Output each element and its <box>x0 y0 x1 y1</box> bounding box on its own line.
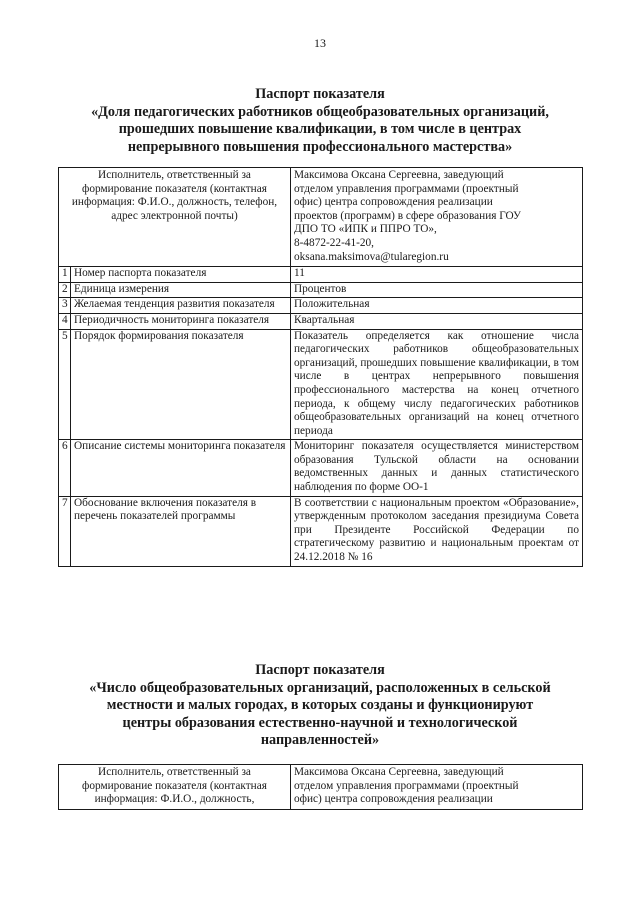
passport-2-subtitle-line: местности и малых городах, в которых созданы и функционируют <box>106 697 534 713</box>
passport-2-table <box>58 764 583 810</box>
row-value: Показатель определяется как отношение числа педагогических работников общеобразовательных организаций, прошедших повышение квалификации, в том числе в центрах непрерывного повышения профессионального мастерства на конец отчетного периода, к общему числу педагогических работников общеобразовательных организаций на конец отчетного периода <box>291 329 583 440</box>
row-value: 11 <box>291 267 583 283</box>
passport-2-title: Паспорт показателя <box>255 662 385 678</box>
row-value: Квартальная <box>291 313 583 329</box>
executor-line: Максимова Оксана Сергеевна, заведующий <box>294 766 504 778</box>
executor-line: отделом управления программами (проектный <box>294 182 519 195</box>
executor-line: Максимова Оксана Сергеевна, заведующий <box>294 169 504 181</box>
executor-line: проектов (программ) в сфере образования ГОУ <box>294 209 522 222</box>
table-row <box>59 168 583 267</box>
table-row <box>59 496 583 566</box>
passport-2-table-clip <box>0 764 640 905</box>
table-row <box>59 282 583 298</box>
row-number: 2 <box>59 282 71 298</box>
table-row <box>59 267 583 283</box>
row-value: Процентов <box>291 282 583 298</box>
passport-1-heading <box>58 86 582 156</box>
executor-line: офис) центра сопровождения реализации <box>294 196 493 209</box>
passport-2-subtitle-line: центры образования естественно-научной и технологической <box>122 714 518 731</box>
row-value: Положительная <box>291 298 583 314</box>
row-number: 4 <box>59 313 71 329</box>
executor-label-cell: Исполнитель, ответственный за формирование показателя (контактная информация: Ф.И.О., должность, телефон, адрес электронной почты) <box>59 168 291 267</box>
row-label: Обоснование включения показателя в перечень показателей программы <box>71 496 291 566</box>
passport-1-subtitle-line: прошедших повышение квалификации, в том числе в центрах <box>118 121 522 137</box>
table-row <box>59 329 583 440</box>
table-row <box>59 298 583 314</box>
executor-phone: 8-4872-22-41-20, <box>294 236 375 249</box>
row-label: Описание системы мониторинга показателя <box>71 440 291 496</box>
row-number: 7 <box>59 496 71 566</box>
row-value: В соответствии с национальным проектом «Образование», утвержденным протоколом заседания президиума Совета при Президенте Российской Федерации по стратегическому развитию и национальным проектам от 24.12.2018 № 16 <box>291 496 583 566</box>
row-label: Порядок формирования показателя <box>71 329 291 440</box>
passport-1-subtitle-line: непрерывного повышения профессионального мастерства» <box>127 138 513 155</box>
passport-2-subtitle-line: направленностей» <box>260 732 380 748</box>
row-number: 5 <box>59 329 71 440</box>
table-row <box>59 765 583 810</box>
passport-2-heading <box>58 662 582 750</box>
row-label: Периодичность мониторинга показателя <box>71 313 291 329</box>
executor-line: отделом управления программами (проектный <box>294 779 519 792</box>
executor-value-cell <box>291 765 583 810</box>
executor-line: ДПО ТО «ИПК и ППРО ТО», <box>294 223 437 236</box>
executor-email: oksana.maksimova@tularegion.ru <box>294 250 449 263</box>
row-label: Желаемая тенденция развития показателя <box>71 298 291 314</box>
passport-2-subtitle-line: «Число общеобразовательных организаций, расположенных в сельской <box>89 679 551 696</box>
passport-1-table <box>58 167 583 567</box>
row-label: Единица измерения <box>71 282 291 298</box>
executor-label-cell: Исполнитель, ответственный за формирование показателя (контактная информация: Ф.И.О., должность, <box>59 765 291 810</box>
row-number: 1 <box>59 267 71 283</box>
row-number: 6 <box>59 440 71 496</box>
row-label: Номер паспорта показателя <box>71 267 291 283</box>
passport-1-subtitle-line: «Доля педагогических работников общеобразовательных организаций, <box>91 103 549 120</box>
passport-1-title: Паспорт показателя <box>255 86 385 102</box>
table-row <box>59 440 583 496</box>
table-row <box>59 313 583 329</box>
row-number: 3 <box>59 298 71 314</box>
row-value: Мониторинг показателя осуществляется министерством образования Тульской области на основании ведомственных данных и данных статистического наблюдения по форме ОО-1 <box>291 440 583 496</box>
executor-value-cell <box>291 168 583 267</box>
page-number: 13 <box>314 36 326 50</box>
executor-line: офис) центра сопровождения реализации <box>294 793 493 806</box>
